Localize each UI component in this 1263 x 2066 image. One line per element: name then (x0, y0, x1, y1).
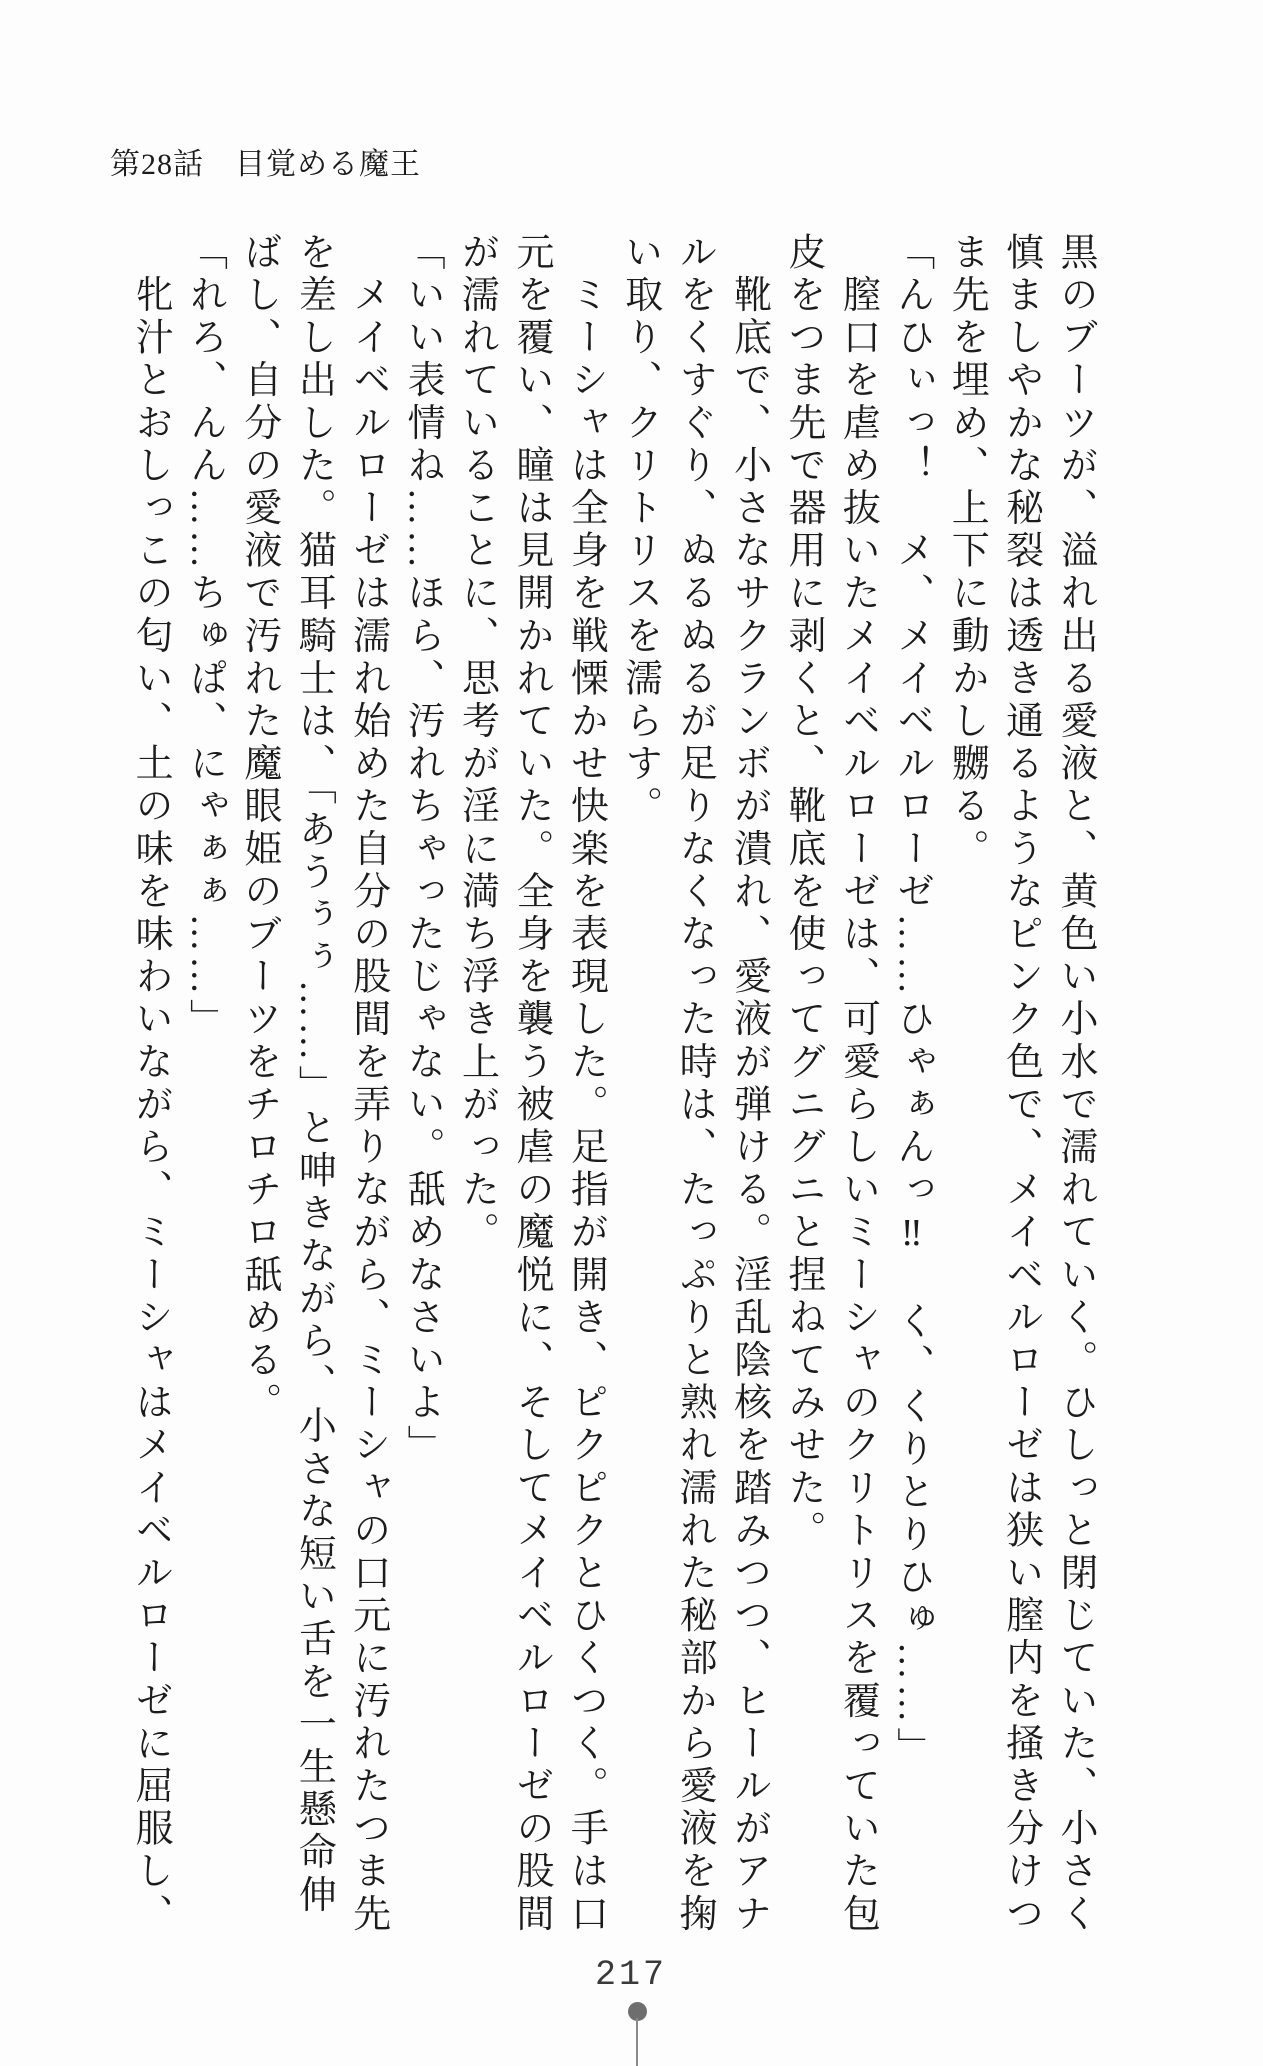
paragraph-dialogue: 「んひぃっ！ メ、メイベルローゼ……ひゃぁんっ‼ く、くりとりひゅ……」 (890, 232, 933, 1770)
paragraph: 黒のブーツが、溢れ出る愛液と、黄色い小水で濡れていく。ひしっと閉じていた、小さく慎ましやかな秘裂は透き通るようなピンク色で、メイベルローゼは狭い膣内を掻き分けつま先を埋め、上下に動かし嬲る。 (945, 232, 1096, 1936)
paragraph-dialogue: 「いい表情ね……ほら、汚れちゃったじゃない。舐めなさいよ」 (401, 232, 444, 1468)
paragraph-dialogue: 「れろ、んん……ちゅぱ、にゃぁぁ……」 (183, 232, 226, 1042)
paragraph: 靴底で、小さなサクランボが潰れ、愛液が弾ける。淫乱陰核を踏みつつ、ヒールがアナルをくすぐり、ぬるぬるが足りなくなった時は、たっぷりと熟れ濡れた秘部から愛液を掬い取り、クリトリスを濡らす。 (618, 232, 770, 1936)
paragraph: ミーシャは全身を戦慄かせ快楽を表現した。足指が開き、ピクピクとひくつく。手は口元を覆い、瞳は見開かれていた。全身を襲う被虐の魔悦に、そしてメイベルローゼの股間が濡れていることに、思考が淫に満ち浮き上がった。 (455, 232, 607, 1936)
paragraph: 牝汁とおしっこの匂い、土の味を味わいながら、ミーシャはメイベルローゼに屈服し、 (129, 232, 172, 1936)
binding-mark-line (636, 2018, 638, 2066)
chapter-header: 第28話 目覚める魔王 (110, 148, 421, 181)
paragraph: メイベルローゼは濡れ始めた自分の股間を弄りながら、ミーシャの口元に汚れたつま先を差し出した。猫耳騎士は、「あうぅぅ……」と呻きながら、小さな短い舌を一生懸命伸ばし、自分の愛液で汚れた魔眼姫のブーツをチロチロ舐める。 (237, 232, 389, 1936)
body-text (120, 232, 1102, 1946)
paragraph: 膣口を虐め抜いたメイベルローゼは、可愛らしいミーシャのクリトリスを覆っていた包皮をつま先で器用に剥くと、靴底を使ってグニグニと捏ねてみせた。 (781, 232, 879, 1936)
page-number: 217 (594, 1955, 668, 1995)
